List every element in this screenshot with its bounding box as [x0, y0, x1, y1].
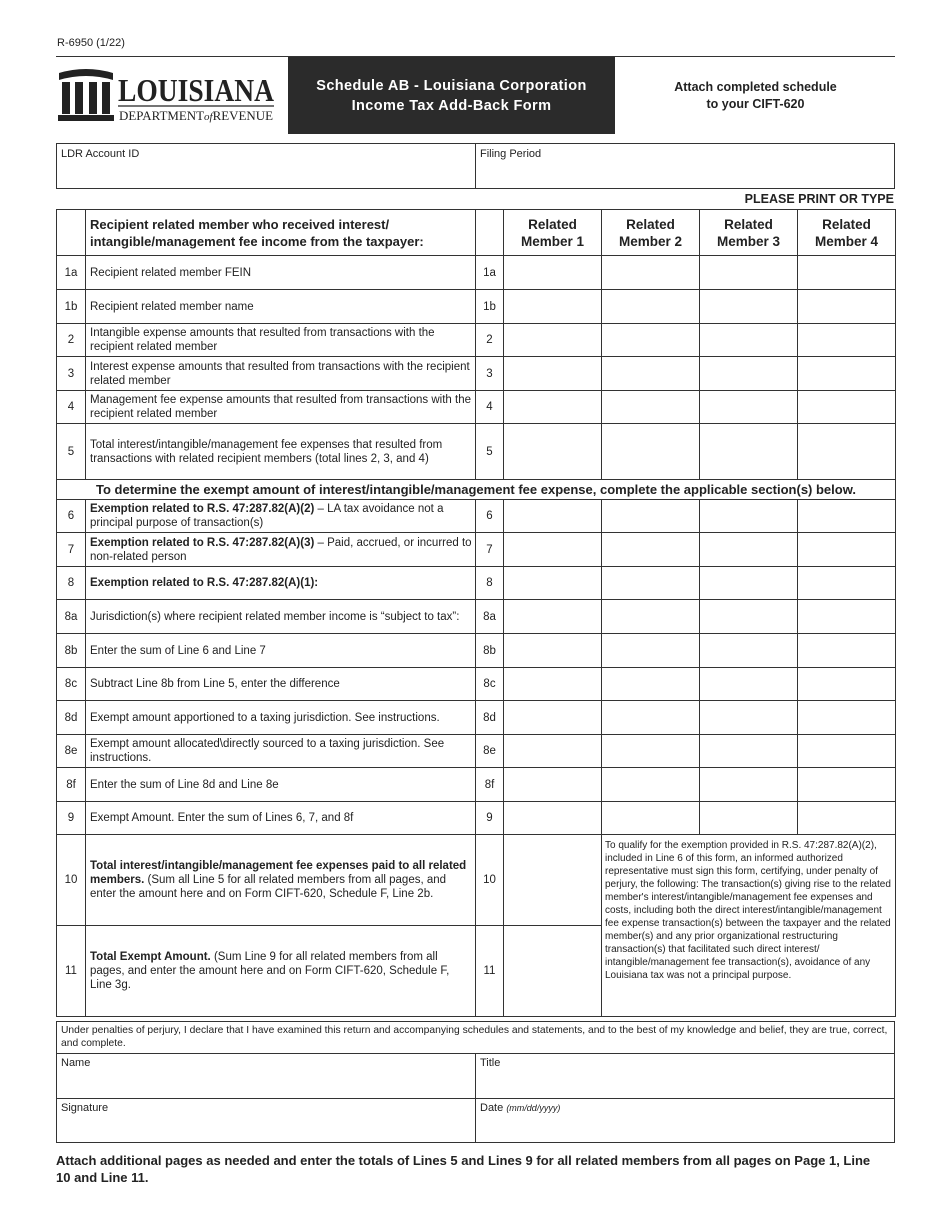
exemption-note: To qualify for the exemption provided in R.S. 47:287.82(A)(2), included in Line 6 of this form, an informed authorized representative must sign this form, certifying, under penalty of perjury, the following: The transaction(s) giving rise to the related member's interest/intangible/management fee expenses and costs, including both the direct interest/intangible/management fee expense transaction(s) between the taxpayer and the related member(s) and any prior organizational restructuring transaction(s) that facilitated such direct interest/ intangible/management fee transaction(s), avoidance of any Louisiana tax was not a principal purpose.: [602, 835, 896, 1017]
table-row: [57, 391, 896, 424]
entry-cell[interactable]: [602, 357, 700, 391]
name-label: Name: [61, 1057, 91, 1069]
line-description-rest: (Sum Line 9 for all related members from all pages, and enter the amount here and on Form CIFT-620, Schedule F, Line 3g.: [90, 951, 450, 991]
form-title: Schedule AB - Louisiana Corporation Income Tax Add-Back Form: [288, 57, 615, 134]
entry-cell[interactable]: [798, 391, 896, 424]
line-number: 5: [476, 424, 504, 480]
id-box: [56, 143, 895, 189]
line-number: 8f: [476, 768, 504, 802]
entry-cell[interactable]: [504, 391, 602, 424]
entry-cell[interactable]: [798, 668, 896, 701]
entry-cell[interactable]: [504, 634, 602, 668]
line-number: 9: [57, 802, 86, 835]
line-number: 8b: [476, 634, 504, 668]
line-number: 1a: [57, 256, 86, 290]
entry-cell[interactable]: [700, 500, 798, 533]
entry-cell[interactable]: [504, 768, 602, 802]
line-number: 8c: [57, 668, 86, 701]
line-number: 6: [476, 500, 504, 533]
title-field[interactable]: [476, 1054, 894, 1099]
entry-cell[interactable]: [700, 424, 798, 480]
table-row: [57, 424, 896, 480]
table-row: [57, 290, 896, 324]
entry-cell[interactable]: [700, 768, 798, 802]
form-number: R-6950 (1/22): [57, 37, 125, 49]
line-number: 4: [57, 391, 86, 424]
line-number: 7: [57, 533, 86, 567]
table-row: [57, 256, 896, 290]
line-description-rest: (Sum all Line 5 for all related members from all pages, and enter the amount here and on Form CIFT-620, Schedule F, Line 2b.: [90, 874, 447, 900]
entry-cell[interactable]: [504, 256, 602, 290]
column-header-member-3: Related Member 3: [700, 210, 798, 256]
line-number: 1b: [57, 290, 86, 324]
entry-cell[interactable]: [504, 290, 602, 324]
header-blank-cell: [57, 210, 86, 256]
line-number: 2: [57, 324, 86, 357]
entry-cell[interactable]: [798, 256, 896, 290]
entry-cell[interactable]: [504, 802, 602, 835]
entry-cell[interactable]: [504, 668, 602, 701]
entry-cell[interactable]: [700, 357, 798, 391]
entry-cell[interactable]: [602, 802, 700, 835]
table-row: [57, 768, 896, 802]
entry-cell[interactable]: [602, 324, 700, 357]
signature-label: Signature: [61, 1102, 109, 1114]
line-description: Jurisdiction(s) where recipient related member income is “subject to tax”:: [86, 600, 476, 634]
table-row: [57, 701, 896, 735]
entry-cell[interactable]: [700, 668, 798, 701]
line-number: 8: [57, 567, 86, 600]
total-entry-cell[interactable]: [504, 926, 602, 1017]
entry-cell[interactable]: [798, 290, 896, 324]
section-banner: To determine the exempt amount of interest/intangible/management fee expense, complete the applicable section(s) below.: [57, 480, 896, 500]
attach-note: Attach completed schedule to your CIFT-620: [674, 79, 837, 111]
line-number: 8e: [476, 735, 504, 768]
filing-period-label: Filing Period: [480, 148, 542, 160]
entry-cell[interactable]: [700, 735, 798, 768]
line-number: 7: [476, 533, 504, 567]
entry-cell[interactable]: [798, 701, 896, 735]
line-number: 2: [476, 324, 504, 357]
line-number: 8a: [476, 600, 504, 634]
entry-cell[interactable]: [602, 567, 700, 600]
section-banner-row: [57, 480, 896, 500]
entry-cell[interactable]: [798, 567, 896, 600]
table-row: [57, 634, 896, 668]
table-row: [57, 357, 896, 391]
line-description: Recipient related member FEIN: [86, 256, 476, 290]
table-header-row: [57, 210, 896, 256]
line-number: 4: [476, 391, 504, 424]
line-number: 8a: [57, 600, 86, 634]
date-label: Date: [480, 1102, 504, 1114]
entry-cell[interactable]: [798, 802, 896, 835]
entry-cell[interactable]: [798, 533, 896, 567]
ldr-account-id-label: LDR Account ID: [61, 148, 140, 160]
line-description: Management fee expense amounts that resulted from transactions with the recipient related member: [86, 391, 476, 424]
entry-cell[interactable]: [602, 768, 700, 802]
entry-cell[interactable]: [700, 533, 798, 567]
ldr-account-id-field[interactable]: [57, 144, 476, 188]
line-description: Interest expense amounts that resulted from transactions with the recipient related member: [86, 357, 476, 391]
entry-cell[interactable]: [602, 533, 700, 567]
line-description: Exempt amount apportioned to a taxing jurisdiction. See instructions.: [86, 701, 476, 735]
line-number: 8c: [476, 668, 504, 701]
perjury-declaration: Under penalties of perjury, I declare that I have examined this return and accompanying schedules and statements, and to the best of my knowledge and belief, they are true, correct, and complete.: [57, 1022, 894, 1054]
line-description: Subtract Line 8b from Line 5, enter the difference: [86, 668, 476, 701]
line-number: 8d: [57, 701, 86, 735]
table-row: [57, 600, 896, 634]
entry-cell[interactable]: [700, 802, 798, 835]
line-number: 8e: [57, 735, 86, 768]
line-description: Exempt amount allocated\directly sourced to a taxing jurisdiction. See instructions.: [86, 735, 476, 768]
entry-cell[interactable]: [700, 701, 798, 735]
table-row: [57, 802, 896, 835]
line-number: 11: [57, 926, 86, 1017]
column-header-member-4: Related Member 4: [798, 210, 896, 256]
line-description: Enter the sum of Line 6 and Line 7: [86, 634, 476, 668]
line-description: Total interest/intangible/management fee expenses that resulted from transactions with related recipient members (total lines 2, 3, and 4): [86, 424, 476, 480]
table-row: [57, 567, 896, 600]
entry-cell[interactable]: [602, 634, 700, 668]
table-row: [57, 668, 896, 701]
line-number: 8b: [57, 634, 86, 668]
entry-cell[interactable]: [602, 701, 700, 735]
entry-cell[interactable]: [504, 567, 602, 600]
signature-field[interactable]: [57, 1099, 476, 1142]
line-number: 9: [476, 802, 504, 835]
footer-note: Attach additional pages as needed and enter the totals of Lines 5 and Lines 9 for all related members from all pages on Page 1, Line 10 and Line 11.: [56, 1153, 871, 1185]
name-field[interactable]: [57, 1054, 476, 1099]
entry-cell[interactable]: [798, 424, 896, 480]
entry-cell[interactable]: [700, 324, 798, 357]
add-back-table: [56, 209, 896, 1017]
line-description-bold: Exemption related to R.S. 47:287.82(A)(3): [90, 536, 315, 549]
entry-cell[interactable]: [504, 324, 602, 357]
entry-cell[interactable]: [700, 391, 798, 424]
print-note: PLEASE PRINT OR TYPE: [744, 192, 894, 206]
entry-cell[interactable]: [602, 500, 700, 533]
table-row: [57, 324, 896, 357]
line-description: [86, 926, 476, 1017]
entry-cell[interactable]: [602, 735, 700, 768]
louisiana-revenue-logo: [56, 67, 286, 127]
entry-cell[interactable]: [602, 600, 700, 634]
table-row: [57, 500, 896, 533]
line-number: 1b: [476, 290, 504, 324]
line-description-bold: Total interest/intangible/management fee expenses paid to all related members.: [90, 860, 467, 886]
svg-text:DEPARTMENTofREVENUE: DEPARTMENTofREVENUE: [119, 108, 274, 123]
entry-cell[interactable]: [700, 634, 798, 668]
entry-cell[interactable]: [504, 701, 602, 735]
entry-cell[interactable]: [602, 424, 700, 480]
entry-cell[interactable]: [700, 567, 798, 600]
entry-cell[interactable]: [504, 357, 602, 391]
line-description: Recipient related member name: [86, 290, 476, 324]
table-row: [57, 835, 896, 926]
line-description: [86, 835, 476, 926]
line-description: Enter the sum of Line 8d and Line 8e: [86, 768, 476, 802]
table-row: [57, 735, 896, 768]
line-description-bold: Exemption related to R.S. 47:287.82(A)(1):: [90, 577, 319, 589]
entry-cell[interactable]: [504, 533, 602, 567]
entry-cell[interactable]: [798, 768, 896, 802]
line-description-bold: Exemption related to R.S. 47:287.82(A)(2): [90, 503, 315, 515]
entry-cell[interactable]: [700, 600, 798, 634]
line-description: [86, 533, 476, 567]
entry-cell[interactable]: [798, 324, 896, 357]
date-field[interactable]: [476, 1099, 894, 1142]
form-header: [56, 56, 895, 134]
entry-cell[interactable]: [798, 735, 896, 768]
line-number: 10: [476, 835, 504, 926]
date-format-hint: (mm/dd/yyyy): [506, 1103, 561, 1113]
recipient-header: Recipient related member who received interest/ intangible/management fee income from the taxpayer:: [86, 210, 476, 256]
line-number: 5: [57, 424, 86, 480]
line-description: Intangible expense amounts that resulted from transactions with the recipient related member: [86, 324, 476, 357]
line-number: 1a: [476, 256, 504, 290]
svg-text:LOUISIANA: LOUISIANA: [118, 72, 274, 108]
entry-cell[interactable]: [602, 256, 700, 290]
line-description-bold: Total Exempt Amount.: [90, 951, 211, 963]
header-blank-cell: [476, 210, 504, 256]
line-number: 3: [476, 357, 504, 391]
line-description: [86, 567, 476, 600]
signature-box: [56, 1021, 895, 1143]
entry-cell[interactable]: [700, 290, 798, 324]
entry-cell[interactable]: [700, 256, 798, 290]
line-description-rest: – LA tax avoidance not a principal purpose of transaction(s): [90, 503, 444, 529]
entry-cell[interactable]: [798, 600, 896, 634]
line-number: 8d: [476, 701, 504, 735]
total-entry-cell[interactable]: [504, 835, 602, 926]
entry-cell[interactable]: [602, 668, 700, 701]
line-number: 3: [57, 357, 86, 391]
line-number: 11: [476, 926, 504, 1017]
line-number: 8: [476, 567, 504, 600]
table-row: [57, 533, 896, 567]
entry-cell[interactable]: [798, 357, 896, 391]
entry-cell[interactable]: [798, 634, 896, 668]
column-header-member-2: Related Member 2: [602, 210, 700, 256]
line-description: Exempt Amount. Enter the sum of Lines 6, 7, and 8f: [86, 802, 476, 835]
line-number: 8f: [57, 768, 86, 802]
filing-period-field[interactable]: [476, 144, 894, 188]
column-header-member-1: Related Member 1: [504, 210, 602, 256]
line-number: 10: [57, 835, 86, 926]
title-label: Title: [480, 1057, 501, 1069]
entry-cell[interactable]: [798, 500, 896, 533]
entry-cell[interactable]: [504, 735, 602, 768]
entry-cell[interactable]: [602, 290, 700, 324]
entry-cell[interactable]: [504, 500, 602, 533]
entry-cell[interactable]: [504, 424, 602, 480]
line-number: 6: [57, 500, 86, 533]
line-description-rest: – Paid, accrued, or incurred to non-related person: [90, 536, 472, 563]
entry-cell[interactable]: [602, 391, 700, 424]
line-description: [86, 500, 476, 533]
entry-cell[interactable]: [504, 600, 602, 634]
